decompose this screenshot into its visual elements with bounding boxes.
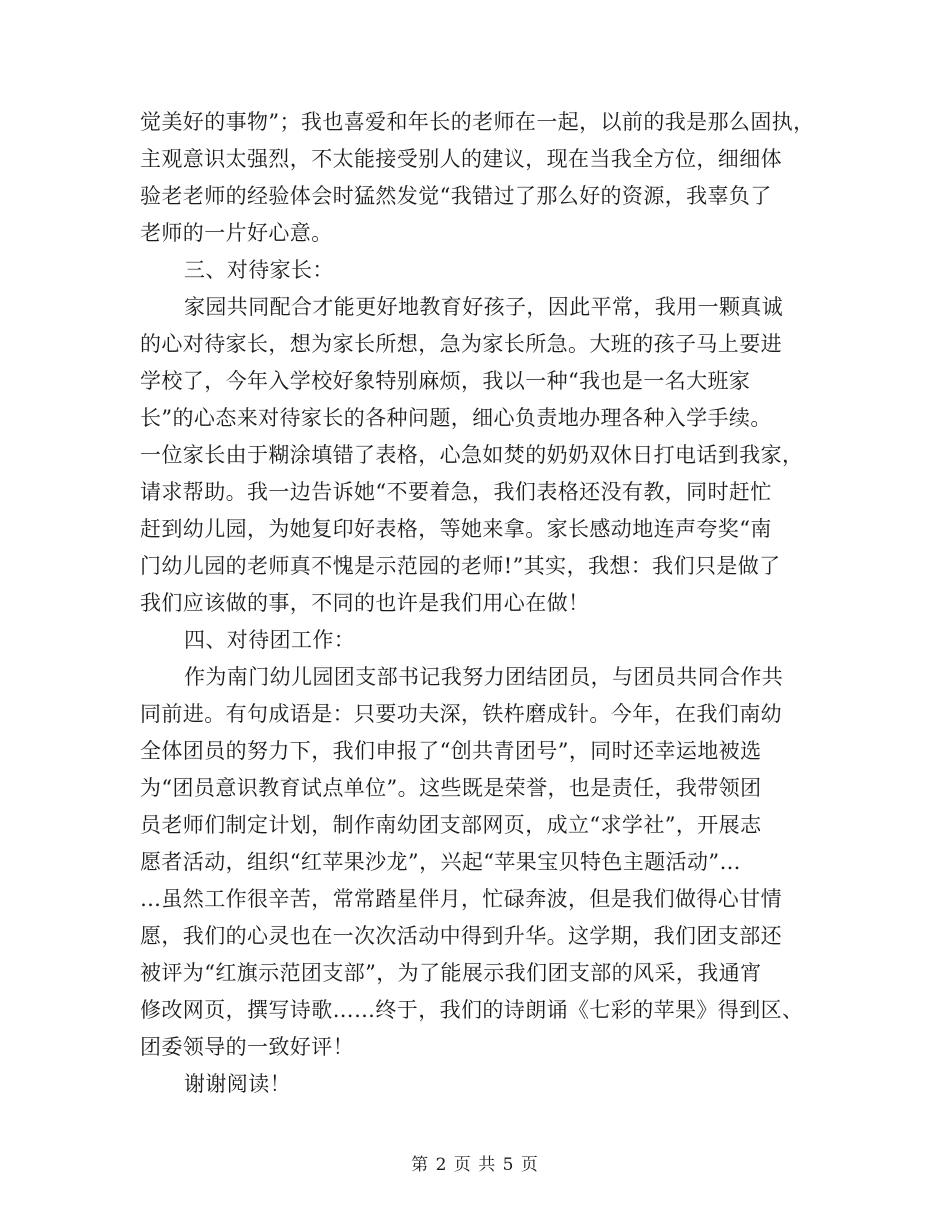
text-line: 老师的一片好心意。 — [140, 221, 333, 245]
text-line: 作为南门幼儿园团支部书记我努力团结团员，与团员共同合作共 — [184, 665, 784, 689]
section-heading-parents: 三、对待家长： — [184, 258, 334, 282]
text-line: 同前进。有句成语是：只要功夫深，铁杵磨成针。今年，在我们南幼 — [140, 702, 782, 726]
text-line: 为“团员意识教育试点单位”。这些既是荣誉，也是责任，我带领团 — [140, 776, 762, 800]
text-line: 长”的心态来对待家长的各种问题，细心负责地办理各种入学手续。 — [140, 406, 772, 430]
text-line: 愿，我们的心灵也在一次次活动中得到升华。这学期，我们团支部还 — [140, 924, 782, 948]
section-heading-league-work: 四、对待团工作： — [184, 628, 356, 652]
text-line: 的心对待家长，想为家长所想，急为家长所急。大班的孩子马上要进 — [140, 332, 782, 356]
text-line: 请求帮助。我一边告诉她“不要着急，我们表格还没有教，同时赶忙 — [140, 480, 772, 504]
text-line: …虽然工作很辛苦，常常踏星伴月，忙碌奔波，但是我们做得心甘情 — [140, 887, 782, 911]
text-line: 赶到幼儿园，为她复印好表格，等她来拿。家长感动地连声夸奖“南 — [140, 517, 772, 541]
text-line: 家园共同配合才能更好地教育好孩子，因此平常，我用一颗真诚 — [184, 295, 784, 319]
text-line: 修改网页，撰写诗歌……终于，我们的诗朗诵《七彩的苹果》得到区、 — [140, 998, 804, 1022]
text-line: 员老师们制定计划，制作南幼团支部网页，成立“求学社”，开展志 — [140, 813, 762, 837]
text-line: 愿者活动，组织“红苹果沙龙”，兴起“苹果宝贝特色主题活动”… — [140, 850, 741, 874]
page-footer: 第 2 页 共 5 页 — [411, 1155, 539, 1175]
text-line: 验老老师的经验体会时猛然发觉“我错过了那么好的资源，我辜负了 — [140, 184, 772, 208]
text-line: 一位家长由于糊涂填错了表格，心急如焚的奶奶双休日打电话到我家， — [140, 443, 804, 467]
text-line: 觉美好的事物”；我也喜爱和年长的老师在一起，以前的我是那么固执， — [140, 110, 815, 134]
text-line: 被评为“红旗示范团支部”，为了能展示我们团支部的风采，我通宵 — [140, 961, 762, 985]
text-line: 我们应该做的事，不同的也许是我们用心在做！ — [140, 591, 590, 615]
text-line: 团委领导的一致好评！ — [140, 1035, 354, 1059]
text-line: 主观意识太强烈，不太能接受别人的建议，现在当我全方位，细细体 — [140, 147, 782, 171]
text-line: 学校了，今年入学校好象特别麻烦，我以一种“我也是一名大班家 — [140, 369, 751, 393]
text-line: 全体团员的努力下，我们申报了“创共青团号”，同时还幸运地被选 — [140, 739, 762, 763]
body-text — [140, 104, 820, 1103]
text-line: 门幼儿园的老师真不愧是示范园的老师!”其实，我想：我们只是做了 — [140, 554, 781, 578]
closing-thanks: 谢谢阅读！ — [184, 1072, 291, 1096]
